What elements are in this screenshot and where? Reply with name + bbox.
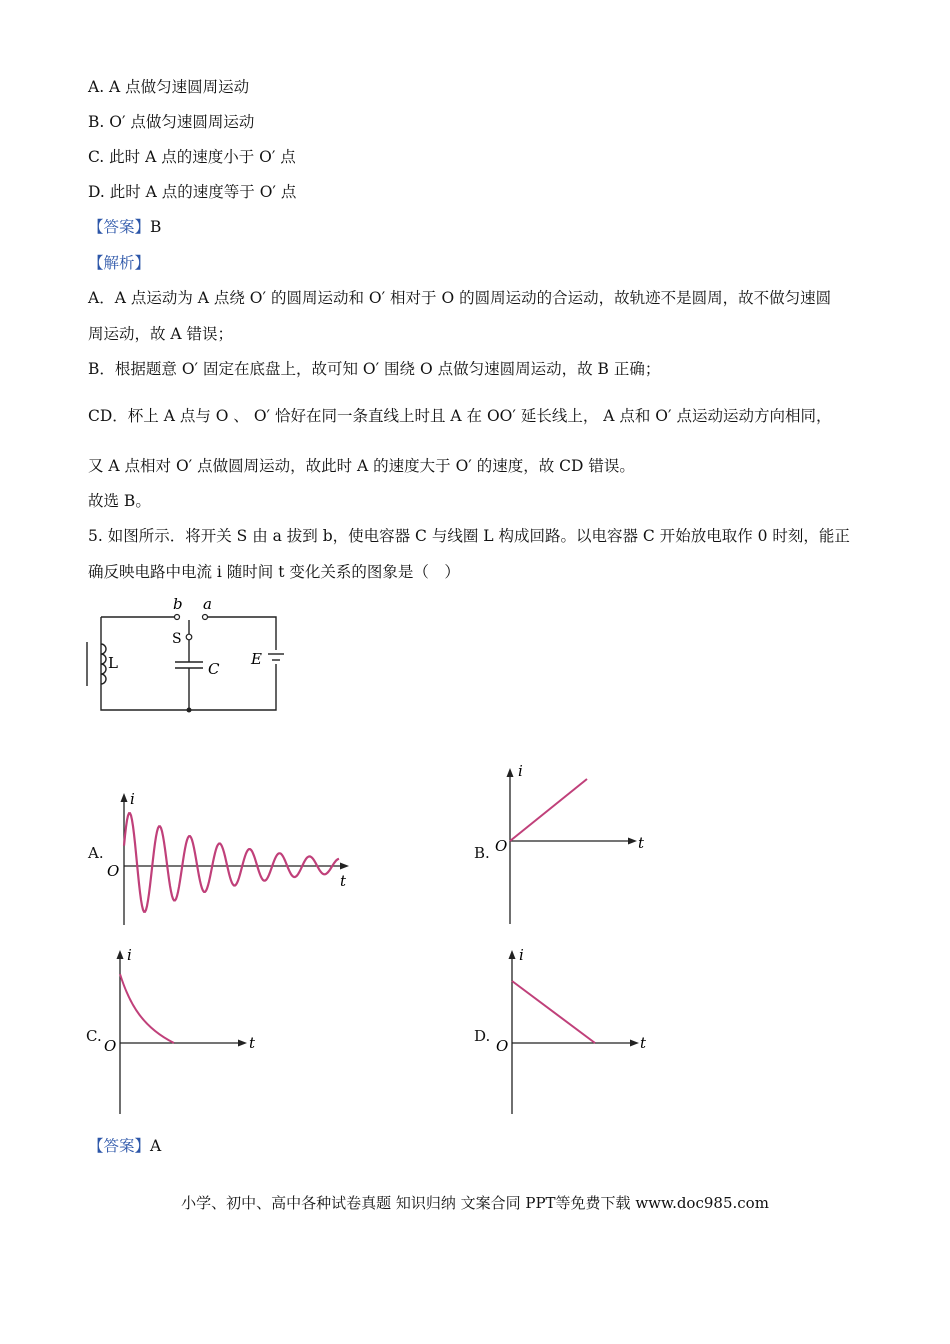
circuit-diagram [84, 592, 294, 722]
option-d: D. 此时 A 点的速度等于 O′ 点 [88, 183, 297, 201]
analysis-cd-line1: CD．杯上 A 点与 O 、 O′ 恰好在同一条直线上时且 A 在 OO′ 延长线上， A 点和 O′ 点运动运动方向相同， [88, 407, 832, 425]
graph-c-x-label: t [249, 1034, 256, 1052]
answer-tag: 【答案】 [88, 218, 151, 236]
graph-c-origin: O [104, 1037, 117, 1055]
analysis-b-line: B．根据题意 O′ 固定在底盘上，故可知 O′ 围绕 O 点做匀速圆周运动，故 B 正确； [88, 360, 661, 378]
circuit-label-l: L [108, 654, 118, 672]
graph-a-curve [124, 813, 339, 912]
graph-c-label: C. [86, 1027, 102, 1045]
analysis-a-line1: A．A 点运动为 A 点绕 O′ 的圆周运动和 O′ 相对于 O 的圆周运动的合运动，故轨迹不是圆周，故不做匀速圆 [88, 289, 832, 307]
graph-b-x-label: t [638, 834, 645, 852]
question5-line2: 确反映电路中电流 i 随时间 t 变化关系的图象是（ ） [88, 563, 460, 581]
option-c: C. 此时 A 点的速度小于 O′ 点 [88, 148, 296, 166]
question5-line1: 5. 如图所示．将开关 S 由 a 拔到 b，使电容器 C 与线圈 L 构成回路。以电容器 C 开始放电取作 0 时刻，能正 [88, 527, 850, 545]
analysis-cd-line2: 又 A 点相对 O′ 点做圆周运动，故此时 A 的速度大于 O′ 的速度，故 CD 错误。 [88, 457, 635, 475]
graph-d-y-label: i [519, 946, 524, 964]
graph-a-x-label: t [340, 872, 347, 890]
option-b: B. O′ 点做匀速圆周运动 [88, 113, 255, 131]
graph-c [102, 944, 272, 1116]
answer-q5-tag: 【答案】 [88, 1137, 151, 1155]
analysis-conclusion: 故选 B。 [88, 492, 151, 510]
graph-a-label: A. [88, 844, 104, 862]
circuit-label-s: S [172, 631, 182, 647]
graph-a-y-label: i [130, 790, 135, 808]
graph-b-label: B. [474, 844, 490, 862]
graph-c-curve [120, 974, 174, 1043]
graph-b-curve [510, 779, 587, 841]
option-a: A. A 点做匀速圆周运动 [88, 78, 250, 96]
graph-d-label: D. [474, 1027, 491, 1045]
graph-d-origin: O [496, 1037, 509, 1055]
analysis-tag: 【解析】 [88, 254, 151, 272]
answer-q5-value: A [150, 1137, 162, 1155]
graph-a [104, 790, 354, 930]
graph-d-curve [512, 981, 595, 1043]
graph-b-y-label: i [518, 762, 523, 780]
graph-b-origin: O [495, 837, 508, 855]
graph-d [494, 944, 664, 1116]
analysis-a-line2: 周运动，故 A 错误； [88, 325, 234, 343]
circuit-label-a: a [203, 595, 212, 613]
circuit-label-e: E [251, 650, 262, 668]
answer-q5 [88, 1136, 161, 1156]
answer-value: B [150, 218, 162, 236]
page-footer: 小学、初中、高中各种试卷真题 知识归纳 文案合同 PPT等免费下载 www.doc985.com [181, 1194, 769, 1212]
circuit-label-b: b [173, 595, 183, 613]
answer-q4 [88, 217, 161, 237]
graph-c-y-label: i [127, 946, 132, 964]
circuit-label-c: C [208, 660, 220, 678]
graph-a-origin: O [107, 862, 120, 880]
graph-d-x-label: t [640, 1034, 647, 1052]
graph-b [492, 762, 662, 927]
